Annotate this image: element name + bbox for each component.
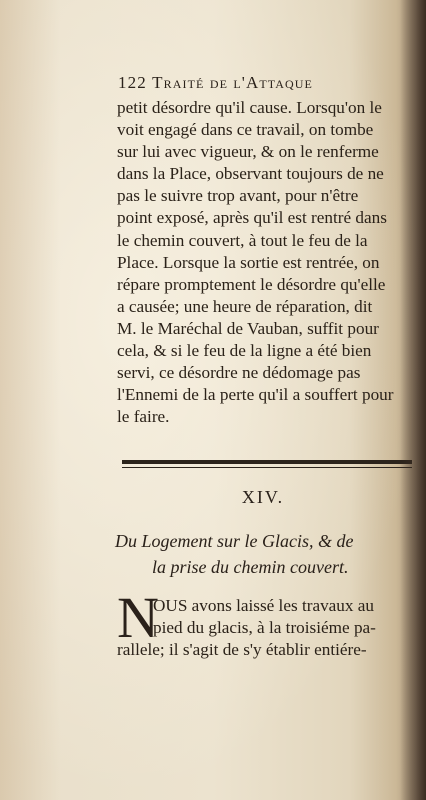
text-line: pas le suivre trop avant, pour n'être	[117, 186, 359, 206]
text-line: a causée; une heure de réparation, dit	[117, 296, 373, 316]
text-line: voit engagé dans ce travail, on tombe	[117, 120, 374, 140]
body-text	[117, 97, 417, 428]
text-line: sur lui avec vigueur, & on le renferme	[117, 142, 379, 162]
page-stain	[0, 0, 60, 800]
chapter-number: XIV.	[241, 487, 285, 507]
text-line: Place. Lorsque la sortie est rentrée, on	[117, 252, 380, 272]
drop-cap: N	[117, 585, 159, 650]
text-line: dans la Place, observant toujours de ne	[117, 164, 384, 184]
chapter-title	[115, 528, 415, 580]
running-head	[118, 73, 313, 93]
text-line: pied du glacis, à la troisiéme pa-	[153, 618, 376, 638]
text-line: servi, ce désordre ne dédomage pas	[117, 363, 361, 383]
chapter-title-line: Du Logement sur le Glacis, & de	[115, 531, 354, 551]
opening-paragraph	[117, 595, 417, 661]
text-line: le chemin couvert, à tout le feu de la	[117, 230, 368, 250]
page-number: 122	[118, 73, 147, 92]
section-rule-thick	[122, 460, 412, 464]
text-line: point exposé, après qu'il est rentré dans	[117, 208, 387, 228]
text-line: petit désordre qu'il cause. Lorsqu'on le	[117, 98, 382, 117]
text-line: le faire.	[117, 407, 170, 427]
text-line: M. le Maréchal de Vauban, suffit pour	[117, 318, 379, 338]
chapter-title-line: la prise du chemin couvert.	[152, 557, 349, 577]
text-line: cela, & si le feu de la ligne a été bien	[117, 341, 372, 361]
page-gutter-shadow	[400, 0, 426, 800]
running-title: Traité de l'Attaque	[152, 73, 313, 92]
text-line: l'Ennemi de la perte qu'il a souffert pour	[117, 385, 394, 405]
text-line: rallele; il s'agit de s'y établir entiére-	[117, 640, 367, 660]
section-rule-thin	[122, 467, 412, 468]
text-line: OUS avons laissé les travaux au	[153, 596, 375, 615]
text-line: répare promptement le désordre qu'elle	[117, 274, 386, 294]
